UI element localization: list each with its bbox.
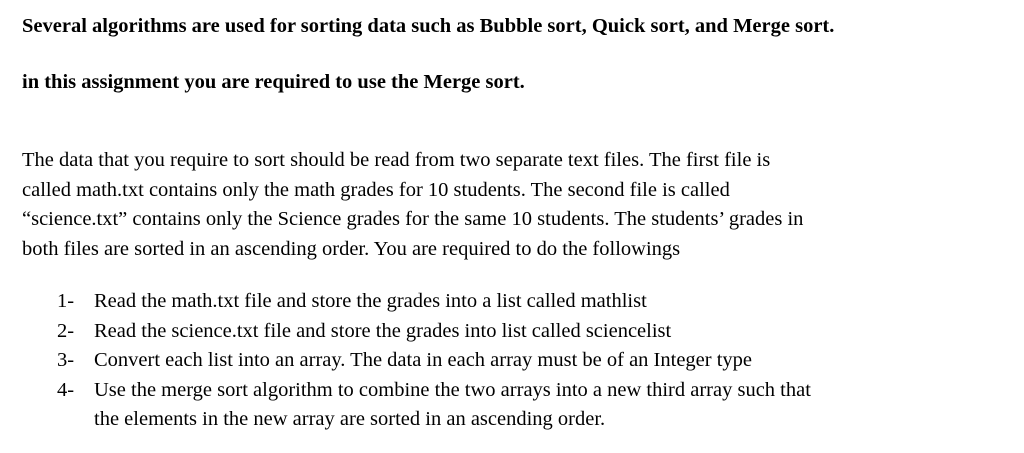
step-line: Read the math.txt file and store the grades into a list called mathlist bbox=[94, 290, 647, 312]
step-text bbox=[94, 346, 752, 376]
description-line: called math.txt contains only the math grades for 10 students. The second file is called bbox=[22, 178, 730, 201]
requirements-list bbox=[57, 287, 997, 435]
step-number: 1- bbox=[57, 290, 75, 312]
description-line: The data that you require to sort should be read from two separate text files. The first file is bbox=[22, 149, 771, 171]
step-line: the elements in the new array are sorted in an ascending order. bbox=[94, 408, 606, 430]
step-text bbox=[94, 376, 811, 435]
intro-heading-line-1: Several algorithms are used for sorting data such as Bubble sort, Quick sort, and Merge sort. bbox=[22, 15, 835, 37]
step-text bbox=[94, 317, 671, 347]
step-line: Read the science.txt file and store the grades into list called sciencelist bbox=[94, 319, 672, 342]
list-item bbox=[57, 376, 997, 435]
description-paragraph bbox=[22, 146, 962, 264]
list-item bbox=[57, 346, 997, 376]
step-number: 4- bbox=[57, 378, 75, 401]
description-line: both files are sorted in an ascending order. You are required to do the followings bbox=[22, 237, 681, 260]
intro-heading-line-2: in this assignment you are required to use the Merge sort. bbox=[22, 71, 525, 93]
list-item bbox=[57, 287, 997, 317]
step-text bbox=[94, 287, 647, 317]
list-item bbox=[57, 317, 997, 347]
step-line: Convert each list into an array. The data in each array must be of an Integer type bbox=[94, 349, 753, 371]
step-line: Use the merge sort algorithm to combine the two arrays into a new third array such that bbox=[94, 378, 811, 401]
step-number: 3- bbox=[57, 349, 75, 371]
description-line: “science.txt” contains only the Science grades for the same 10 students. The students’ grades in bbox=[22, 208, 804, 230]
step-number: 2- bbox=[57, 319, 75, 342]
